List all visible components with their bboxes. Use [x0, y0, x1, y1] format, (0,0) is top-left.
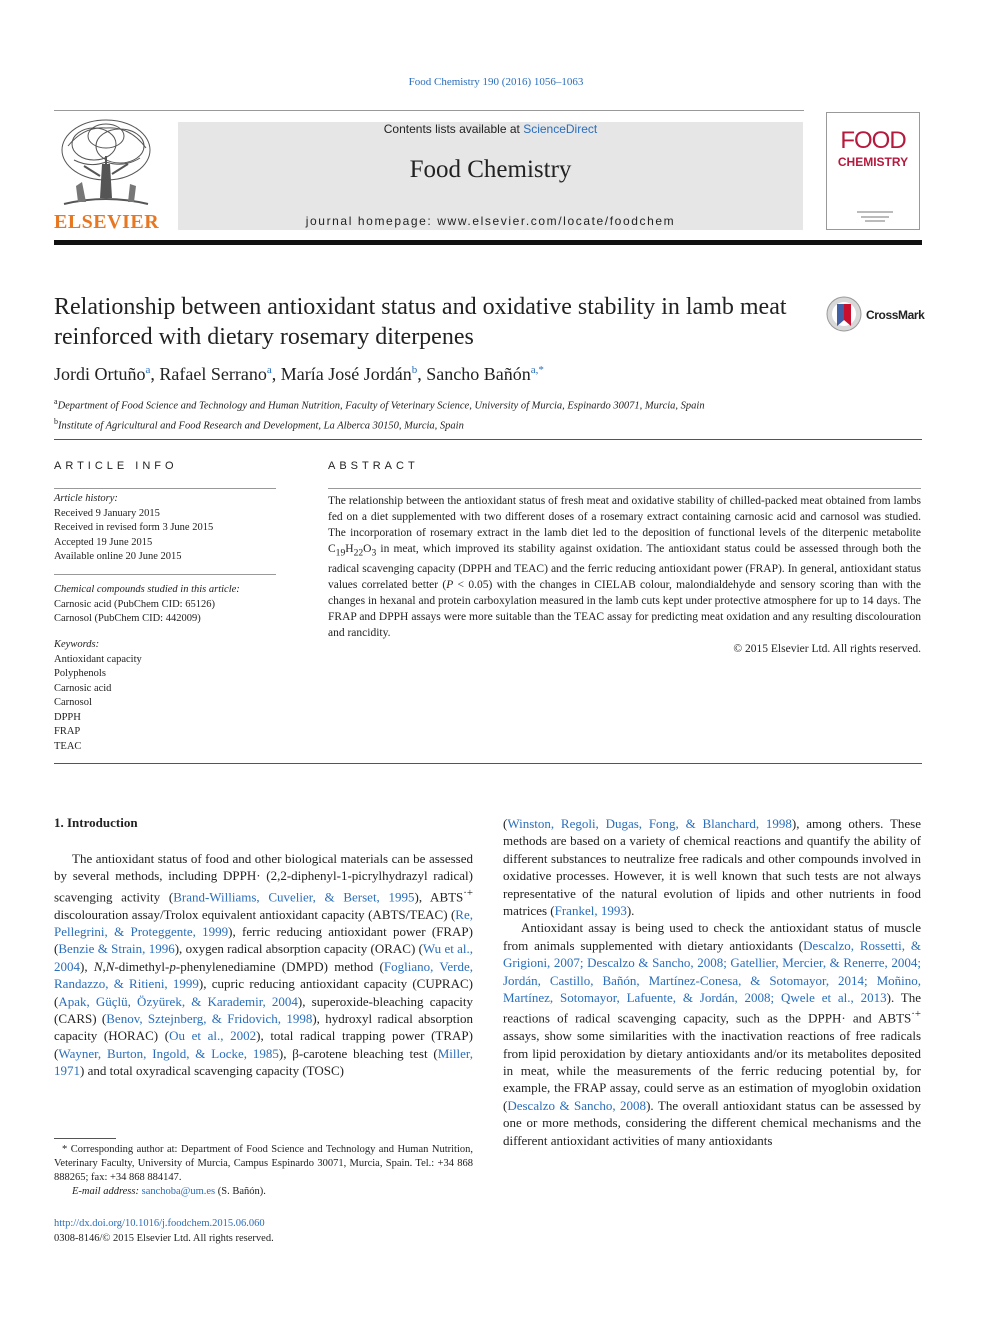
corresponding-author-note: * Corresponding author at: Department of Food Science and Technology and Human Nutrition, Veterinary Faculty, University of Murcia, Campus Espinardo 30071, Murcia, Spain. Tel.: +34 868 888265; fax: +34 868 884147.: [54, 1144, 473, 1183]
article-info-rule: [54, 488, 276, 489]
footnote-rule: [54, 1138, 116, 1139]
author-affil-mark[interactable]: a,*: [530, 364, 544, 376]
citation-link[interactable]: Brand-Williams, Cuvelier, & Berset, 1995: [173, 889, 415, 905]
citation-link[interactable]: Miller, 1971: [54, 1045, 473, 1079]
body-column-left: [54, 850, 473, 1080]
cover-word-food: FOOD: [840, 127, 906, 154]
doi-block: [54, 1217, 274, 1246]
citation-link[interactable]: Re, Pellegrini, & Proteggente, 1999: [54, 906, 473, 939]
compound-item: Carnosic acid (PubChem CID: 65126): [54, 598, 215, 610]
author-name[interactable]: Rafael Serrano: [159, 364, 267, 384]
contents-prefix: Contents lists available at: [383, 122, 520, 136]
journal-banner: [178, 122, 803, 230]
body-paragraph: (Winston, Regoli, Dugas, Fong, & Blanchard, 1998), among others. These methods are based on a variety of chemical reactions and quantify the ability of different substances to neutralize free radicals and other compounds involved in oxidative processes. However, it is well known that such tests are not always representative of the natural evolution of lipids and other nutrients in food matrices (Frankel, 1993).: [503, 816, 921, 919]
author-name[interactable]: Sancho Bañón: [426, 364, 531, 384]
article-history: [54, 492, 278, 565]
tree-icon: [54, 116, 158, 212]
doi-link[interactable]: http://dx.doi.org/10.1016/j.foodchem.2015.06.060: [54, 1218, 265, 1229]
crossmark-badge[interactable]: [826, 296, 926, 336]
chemical-compounds: [54, 583, 278, 627]
keyword-item: Antioxidant capacity: [54, 653, 142, 665]
footnote: [54, 1143, 473, 1199]
keyword-item: Carnosic acid: [54, 682, 112, 694]
body-paragraph: The antioxidant status of food and other biological materials can be assessed by several methods, including DPPH· (2,2-diphenyl-1-picrylhydrazyl radical) scavenging activity (Brand-Williams, Cuvelier, & Berset, 1995), ABTS·+ discolouration assay/Trolox equivalent antioxidant capacity (ABTS/TEAC) (Re, Pellegrini, & Proteggente, 1999), ferric reducing antioxidant power (FRAP) (Benzie & Strain, 1996), oxygen radical absorption capacity (ORAC) (Wu et al., 2004), N,N-dimethyl-p-phenylenediamine (DMPD) method (Fogliano, Verde, Randazzo, & Ritieni, 1999), cupric reducing antioxidant capacity (CUPRAC) (Apak, Güçlü, Özyürek, & Karademir, 2004), superoxide-bleaching capacity (CARS) (Benov, Sztejnberg, & Fridovich, 1998), hydroxyl radical absorption capacity (HORAC) (Ou et al., 2002), total radical trapping power (TRAP) (Wayner, Burton, Ingold, & Locke, 1985), β-carotene bleaching test (Miller, 1971) and total oxyradical scavenging capacity (TOSC): [54, 851, 473, 1079]
author-affil-mark[interactable]: a: [266, 364, 272, 376]
cover-fineprint-icon: [857, 209, 893, 223]
article-title: Relationship between antioxidant status and oxidative stability in lamb meat reinforced with dietary rosemary diterpenes: [54, 294, 787, 350]
author-affil-mark[interactable]: a: [145, 364, 151, 376]
article-info-rule: [54, 574, 276, 575]
compounds-label: Chemical compounds studied in this article:: [54, 584, 240, 595]
email-line: E-mail address: sanchoba@um.es (S. Bañón).: [72, 1186, 266, 1197]
crossmark-icon: [826, 296, 862, 332]
body-paragraph: Antioxidant assay is being used to check the antioxidant status of muscle from animals supplemented with dietary antioxidants (Descalzo, Rossetti, & Grigioni, 2007; Descalzo & Sancho, 2008; Gatellier, Mercier, & Renerre, 2004; Jordán, Castillo, Bañón, Martínez-Conesa, & Sotomayor, 2014; Moñino, Martínez, Sotomayor, Lafuente, & Jordán, 2008; Qwele et al., 2013). The reactions of radical scavenging capacity, such as the DPPH· and ABTS·+ assays, show some similarities with the inactivation reactions of free radicals from lipid peroxidation by dietary antioxidants and/or its metabolites deposited in meat, while the measurements of the ferric reducing potential by, for example, the FRAP assay, could serve as an estimation of myoglobin oxidation (Descalzo & Sancho, 2008). The overall antioxidant status can be assessed by one or more methods, considering the different chemical mechanisms and the different antioxidant activities of many antioxidants: [503, 920, 921, 1148]
keywords-label: Keywords:: [54, 639, 100, 650]
author-name[interactable]: María José Jordán: [280, 364, 412, 384]
citation-link[interactable]: Descalzo, Rossetti, & Grigioni, 2007; Descalzo & Sancho, 2008; Gatellier, Mercier, & Renerre, 2004; Jordán, Castillo, Bañón, Martínez-Conesa, & Sotomayor, 2014; Moñino, Martínez, Sotomayor, Lafuente, & Jordán, 2008; Qwele et al., 2013: [503, 937, 921, 1006]
keyword-item: Carnosol: [54, 697, 92, 708]
journal-citation[interactable]: Food Chemistry 190 (2016) 1056–1063: [408, 76, 584, 88]
email-link[interactable]: sanchoba@um.es: [141, 1186, 216, 1197]
abstract-heading: ABSTRACT: [328, 460, 419, 472]
abstract-copyright: © 2015 Elsevier Ltd. All rights reserved.: [733, 643, 921, 656]
keyword-item: FRAP: [54, 726, 81, 737]
article-info-heading: ARTICLE INFO: [54, 460, 178, 472]
keywords: [54, 638, 278, 754]
header-thick-rule: [54, 240, 922, 245]
citation-link[interactable]: Wu et al., 2004: [54, 941, 473, 974]
keyword-item: Polyphenols: [54, 668, 106, 679]
abstract-rule: [328, 488, 921, 489]
citation-link[interactable]: Frankel, 1993: [554, 903, 627, 919]
contents-line: [178, 122, 803, 136]
citation-link[interactable]: Benzie & Strain, 1996: [58, 941, 175, 957]
cover-word-chemistry: CHEMISTRY: [837, 155, 909, 169]
author-name[interactable]: Jordi Ortuño: [54, 364, 146, 384]
issn-line: 0308-8146/© 2015 Elsevier Ltd. All rights reserved.: [54, 1232, 274, 1244]
section-heading-introduction: 1. Introduction: [54, 815, 138, 830]
elsevier-wordmark: ELSEVIER: [54, 211, 160, 233]
history-item: Accepted 19 June 2015: [54, 536, 153, 548]
sciencedirect-link[interactable]: ScienceDirect: [523, 122, 598, 136]
section-rule: [54, 439, 922, 440]
elsevier-logo[interactable]: [54, 116, 158, 234]
history-item: Available online 20 June 2015: [54, 551, 182, 562]
citation-link[interactable]: Benov, Sztejnberg, & Fridovich, 1998: [106, 1010, 313, 1026]
affiliation-item: $^a$Department of Food Science and Technology and Human Nutrition, Faculty of Veterinary Science, University of Murcia, Espinardo 30071, Murcia, Spain: [54, 397, 705, 412]
history-item: Received in revised form 3 June 2015: [54, 522, 214, 533]
keyword-item: TEAC: [54, 740, 82, 752]
affiliation-item: $^b$Institute of Agricultural and Food Research and Development, La Alberca 30150, Murcia, Spain: [54, 416, 464, 431]
body-column-right: [503, 815, 921, 1149]
abstract-text: The relationship between the antioxidant status of fresh meat and oxidative stability of chilled-packed meat obtained from lambs fed on a diet supplemented with two different doses of a rosemary extract containing carnosic acid and carnosol was studied. The incorporation of rosemary extract in the lamb diet led to the deposition of functional levels of the diterpenic metabolite $C_{19}H_{22}O_3$ in meat, which improved its stability against oxidation. The antioxidant status could be assessed through both the radical scavenging capacity (DPPH and TEAC) and the ferric reducing antioxidant power (FRAP). In general, antioxidant status values correlated better (P < 0.05) with the changes in CIELAB colour, malondialdehyde and sensory scoring than with the changes in hexanal and protein carboxylation measured in the lamb cuts kept under protective atmosphere for up to 14 days. The FRAP and DPPH assays were more suitable than the TEAC assay for predicting meat oxidation and any resulting discolouration and rancidity.: [328, 495, 921, 640]
citation-link[interactable]: Winston, Regoli, Dugas, Fong, & Blanchard, 1998: [507, 816, 792, 831]
citation-link[interactable]: Descalzo & Sancho, 2008: [507, 1097, 647, 1113]
citation-link[interactable]: Wayner, Burton, Ingold, & Locke, 1985: [58, 1045, 279, 1061]
citation-link[interactable]: Fogliano, Verde, Randazzo, & Ritieni, 1999: [54, 958, 473, 992]
citation-link[interactable]: Ou et al., 2002: [169, 1028, 257, 1044]
journal-title: Food Chemistry: [409, 156, 572, 183]
history-label: Article history:: [54, 493, 118, 504]
crossmark-label: CrossMark: [866, 308, 925, 322]
history-item: Received 9 January 2015: [54, 507, 160, 519]
journal-homepage[interactable]: journal homepage: www.elsevier.com/locate/foodchem: [305, 214, 676, 228]
author-affil-mark[interactable]: b: [411, 364, 418, 376]
citation-link[interactable]: Apak, Güçlü, Özyürek, & Karademir, 2004: [58, 993, 298, 1009]
author-list: Jordi Ortuño$^a$, Rafael Serrano$^a$, María José Jordán$^b$, Sancho Bañón$^{a,*}$: [54, 364, 544, 384]
affiliations: [54, 394, 705, 433]
section-rule: [54, 763, 922, 764]
journal-cover[interactable]: [826, 112, 920, 230]
abstract-body: [328, 493, 921, 657]
keyword-item: DPPH: [54, 711, 81, 723]
compound-item: Carnosol (PubChem CID: 442009): [54, 613, 201, 624]
header-rule: [54, 110, 804, 111]
